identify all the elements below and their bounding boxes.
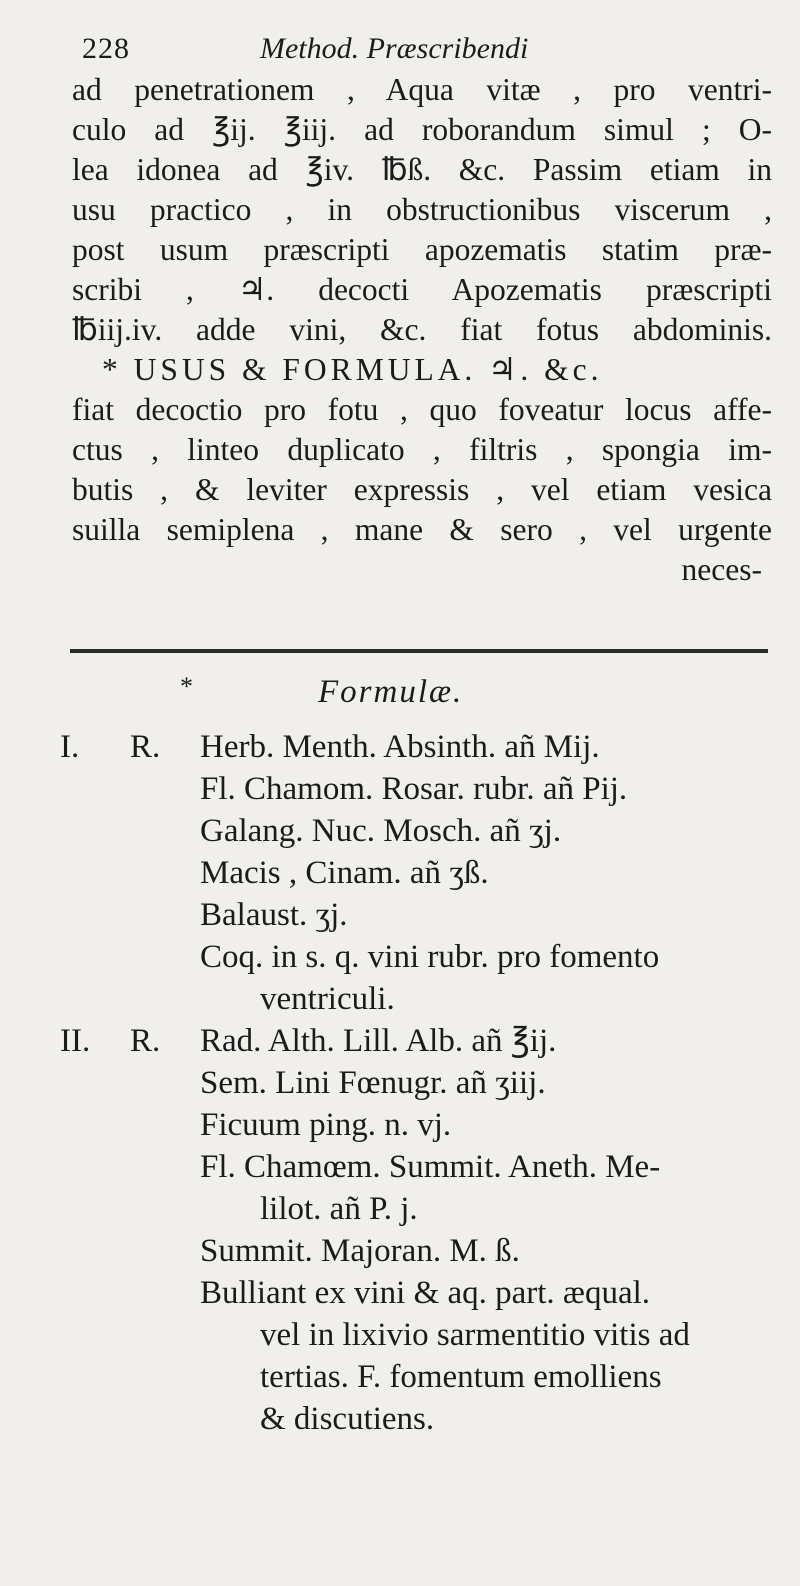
section-rule bbox=[70, 649, 768, 653]
text-line: scribi , ♃. decocti Apozematis præscripti bbox=[72, 272, 772, 307]
formula-number: I. bbox=[60, 729, 80, 765]
recipe-symbol: R. bbox=[130, 1023, 161, 1059]
ingredient-line: Rad. Alth. Lill. Alb. añ ℥ij. bbox=[200, 1023, 557, 1059]
ingredient-line: Ficuum ping. n. vj. bbox=[200, 1107, 452, 1143]
text-line: post usum præscripti apozematis statim præ- bbox=[72, 232, 772, 267]
formula-2 bbox=[40, 1020, 780, 1440]
page-header bbox=[82, 26, 682, 66]
ingredient-line: Macis , Cinam. añ ʒß. bbox=[200, 855, 489, 891]
text-line: ad penetrationem , Aqua vitæ , pro ventri- bbox=[72, 72, 772, 107]
catchword: neces- bbox=[681, 552, 762, 587]
text-line: usu practico , in obstructionibus viscerum , bbox=[72, 192, 772, 227]
text-line: suilla semiplena , mane & sero , vel urgente bbox=[72, 512, 772, 547]
instruction-line: Coq. in s. q. vini rubr. pro fomento bbox=[200, 939, 660, 975]
text-line: ℔iij.iv. adde vini, &c. fiat fotus abdominis. bbox=[72, 312, 772, 347]
text-line: fiat decoctio pro fotu , quo foveatur locus affe- bbox=[72, 392, 772, 427]
formula-number: II. bbox=[60, 1023, 91, 1059]
recipe-symbol: R. bbox=[130, 729, 161, 765]
text-line: lea idonea ad ℥iv. ℔ß. &c. Passim etiam in bbox=[72, 152, 772, 187]
ingredient-line: lilot. añ P. j. bbox=[260, 1191, 418, 1227]
formula-line bbox=[40, 726, 780, 768]
instruction-line: & discutiens. bbox=[260, 1401, 435, 1437]
usus-heading: * USUS & FORMULA. ♃. &c. bbox=[102, 352, 603, 387]
ingredient-line: Sem. Lini Fœnugr. añ ʒiij. bbox=[200, 1065, 546, 1101]
ingredient-line: Galang. Nuc. Mosch. añ ʒj. bbox=[200, 813, 562, 849]
instruction-line: Bulliant ex vini & aq. part. æqual. bbox=[200, 1275, 651, 1311]
ingredient-line: Balaust. ʒj. bbox=[200, 897, 348, 933]
text-line: ctus , linteo duplicato , filtris , spongia im- bbox=[72, 432, 772, 467]
text-line: butis , & leviter expressis , vel etiam vesica bbox=[72, 472, 772, 507]
ingredient-line: Fl. Chamœm. Summit. Aneth. Me- bbox=[200, 1149, 661, 1185]
instruction-line: vel in lixivio sarmentitio vitis ad bbox=[260, 1317, 690, 1353]
formulae-heading bbox=[180, 672, 680, 716]
formula-1 bbox=[40, 726, 780, 1020]
formulae-title: Formulæ. bbox=[318, 674, 464, 710]
ingredient-line: Herb. Menth. Absinth. añ Mij. bbox=[200, 729, 600, 765]
running-title: Method. Præscribendi bbox=[260, 32, 529, 65]
formula-line bbox=[40, 1020, 780, 1062]
ingredient-line: Fl. Chamom. Rosar. rubr. añ Pij. bbox=[200, 771, 628, 807]
instruction-line: tertias. F. fomentum emolliens bbox=[260, 1359, 662, 1395]
instruction-line: ventriculi. bbox=[260, 981, 395, 1017]
page-number: 228 bbox=[82, 32, 130, 65]
ingredient-line: Summit. Majoran. M. ß. bbox=[200, 1233, 520, 1269]
text-line: culo ad ℥ij. ℥iij. ad roborandum simul ; O- bbox=[72, 112, 772, 147]
body-text bbox=[72, 70, 772, 590]
star-marker: * bbox=[180, 672, 193, 701]
formulae-list bbox=[40, 726, 780, 1440]
